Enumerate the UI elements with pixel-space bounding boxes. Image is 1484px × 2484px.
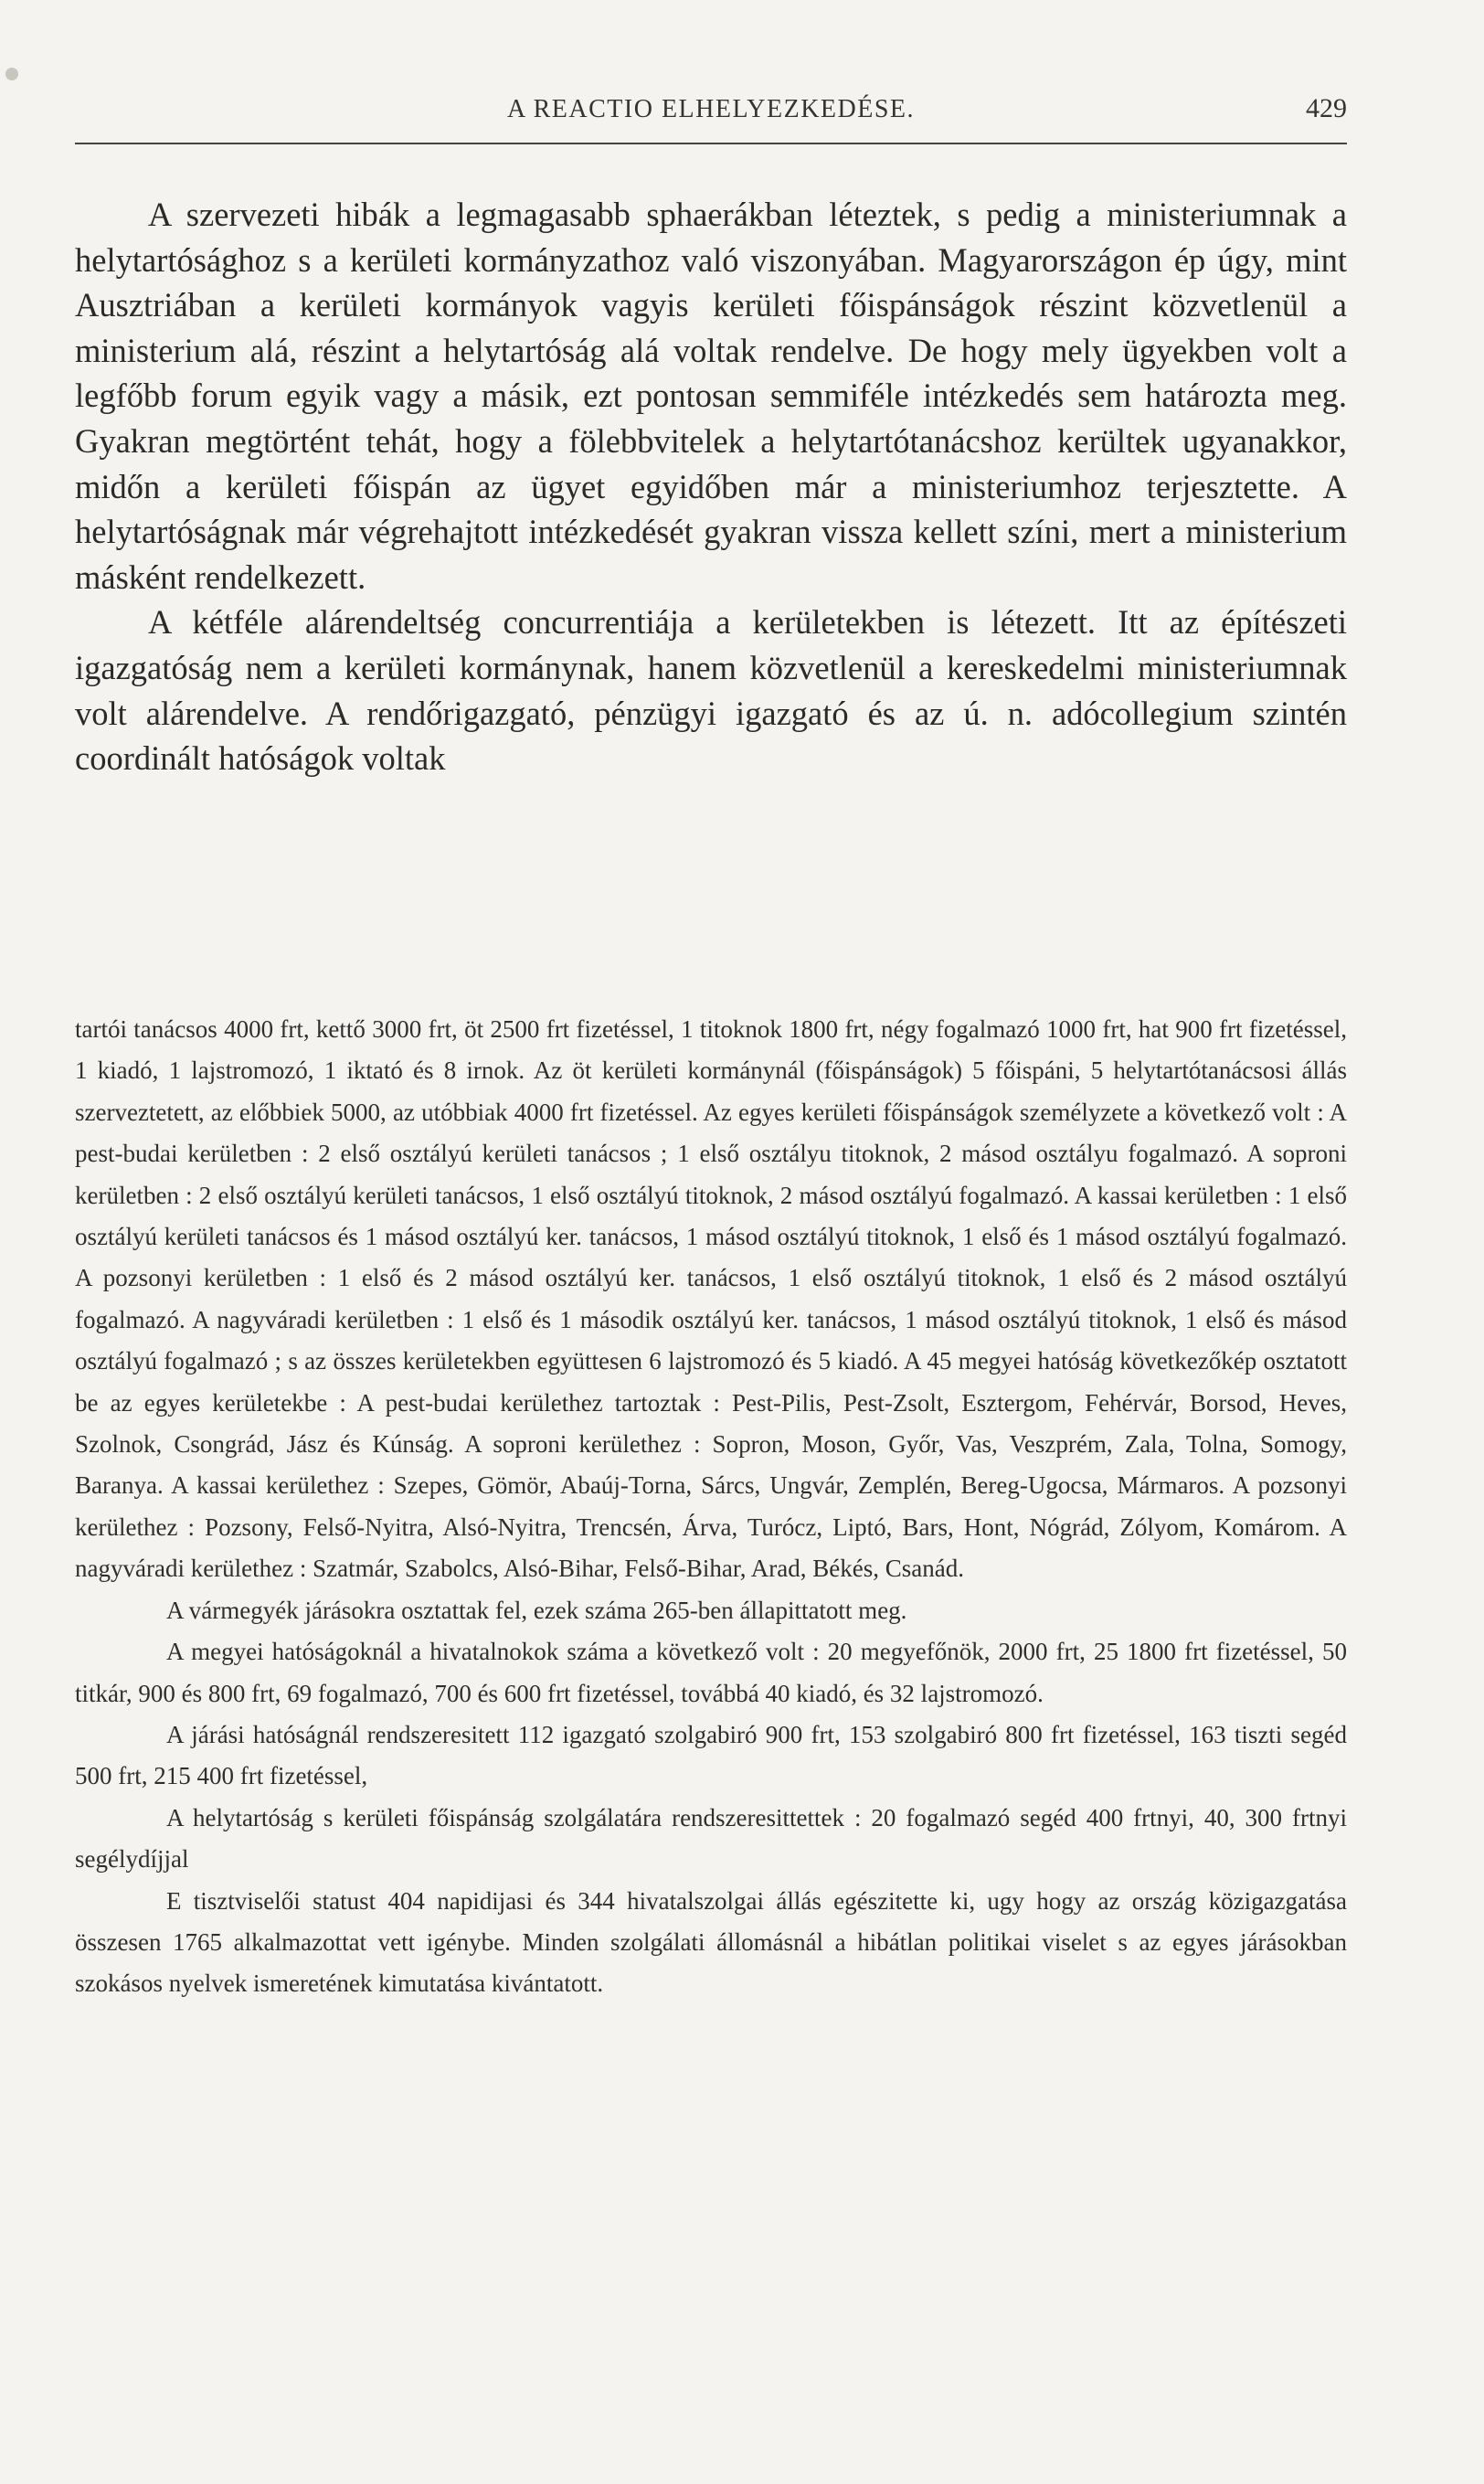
footnote-paragraph: A megyei hatóságoknál a hivatalnokok száma a következő volt : 20 megyefőnök, 2000 frt, 25 1800 frt fizetéssel, 50 titkár, 900 és 800 frt, 69 fogalmazó, 700 és 600 frt fizetéssel, továbbá 40 kiadó, és 32 lajstromozó. (75, 1638, 1347, 1707)
paper-speck (5, 68, 18, 80)
page-number: 429 (1306, 93, 1347, 123)
page-header (75, 91, 1347, 139)
footnote-paragraph: E tisztviselői statust 404 napidijasi és 344 hivatalszolgai állás egészitette ki, ugy hogy az ország közigazgatása összesen 1765 alkalmazottat vett igénybe. Minden szolgálati állomásnál a hibátlan politikai viselet s az egyes járásokban szokásos nyelvek ismeretének kimutatása kivántatott. (75, 1886, 1347, 1998)
footnote-paragraph: A helytartóság s kerületi főispánság szolgálatára rendszeresittettek : 20 fogalmazó segéd 400 frtnyi, 40, 300 frtnyi segélydíjjal (75, 1803, 1347, 1874)
footnote (75, 1009, 1347, 2005)
running-title: A REACTIO ELHELYEZKEDÉSE. (506, 95, 916, 123)
footnote-paragraph: A vármegyék járásokra osztattak fel, ezek száma 265-ben állapittatott meg. (166, 1596, 907, 1624)
footnote-paragraph: A járási hatóságnál rendszeresitett 112 igazgató szolgabiró 900 frt, 153 szolgabiró 800 frt fizetéssel, 163 tiszti segéd 500 frt, 215 400 frt fizetéssel, (75, 1720, 1347, 1790)
main-text (75, 192, 1347, 781)
body-paragraph: A szervezeti hibák a legmagasabb sphaerákban léteztek, s pedig a ministeriumnak a helytartósághoz s a kerületi kormányzathoz való viszonyában. Magyarországon ép úgy, mint Ausztriában a kerületi kormányok vagyis kerületi főispánságok részint közvetlenül a ministerium alá, részint a helytartóság alá voltak rendelve. De hogy mely ügyekben volt a legfőbb forum egyik vagy a másik, ezt pontosan semmiféle intézkedés sem határozta meg. Gyakran megtörtént tehát, hogy a fölebbvitelek a helytartótanácshoz kerültek ugyanakkor, midőn a kerületi főispán az ügyet egyidőben már a ministeriumhoz terjesztette. A helytartóságnak már végrehajtott intézkedését gyakran vissza kellett színi, mert a ministerium másként rendelkezett. (75, 196, 1347, 596)
footnote-paragraph: tartói tanácsos 4000 frt, kettő 3000 frt, öt 2500 frt fizetéssel, 1 titoknok 1800 frt, négy fogalmazó 1000 frt, hat 900 frt fizetéssel, 1 kiadó, 1 lajstromozó, 1 iktató és 8 irnok. Az öt kerületi kormánynál (főispánságok) 5 főispáni, 5 helytartótanácsosi állás szerveztetett, az előbbiek 5000, az utóbbiak 4000 frt fizetéssel. Az egyes kerületi főispánságok személyzete a következő volt : A pest-budai kerületben : 2 első osztályú kerületi tanácsos ; 1 első osztályu titoknok, 2 másod osztályu fogalmazó. A soproni kerületben : 2 első osztályú kerületi tanácsos, 1 első osztályú titoknok, 2 másod osztályú fogalmazó. A kassai kerületben : 1 első osztályú kerületi tanácsos és 1 másod osztályú ker. tanácsos, 1 másod osztályú titoknok, 1 első és 1 másod osztályú fogalmazó. A pozsonyi kerületben : 1 első és 2 másod osztályú ker. tanácsos, 1 első osztályú titoknok, 1 első és 2 másod osztályú fogalmazó. A nagyváradi kerületben : 1 első és 1 második osztályú ker. tanácsos, 1 másod osztályú titoknok, 1 első és másod osztályú fogalmazó ; s az összes kerületekben együttesen 6 lajstromozó és 5 kiadó. A 45 megyei hatóság következőkép osztatott be az egyes kerületekbe : A pest-budai kerülethez tartoztak : Pest-Pilis, Pest-Zsolt, Esztergom, Fehérvár, Borsod, Heves, Szolnok, Csongrád, Jász és Kúnság. A soproni kerülethez : Sopron, Moson, Győr, Vas, Veszprém, Zala, Tolna, Somogy, Baranya. A kassai kerülethez : Szepes, Gömör, Abaúj-Torna, Sárcs, Ungvár, Zemplén, Bereg-Ugocsa, Mármaros. A pozsonyi kerülethez : Pozsony, Felső-Nyitra, Alsó-Nyitra, Trencsén, Árva, Turócz, Liptó, Bars, Hont, Nógrád, Zólyom, Komárom. A nagyváradi kerülethez : Szatmár, Szabolcs, Alsó-Bihar, Felső-Bihar, Arad, Békés, Csanád. (75, 1015, 1347, 1583)
body-paragraph: A kétféle alárendeltség concurrentiája a kerületekben is létezett. Itt az építészeti igazgatóság nem a kerületi kormánynak, hanem közvetlenül a kereskedelmi ministeriumnak volt alárendelve. A rendőrigazgató, pénzügyi igazgató és az ú. n. adócollegium szintén coordinált hatóságok voltak (75, 603, 1347, 778)
header-rule (75, 143, 1347, 144)
